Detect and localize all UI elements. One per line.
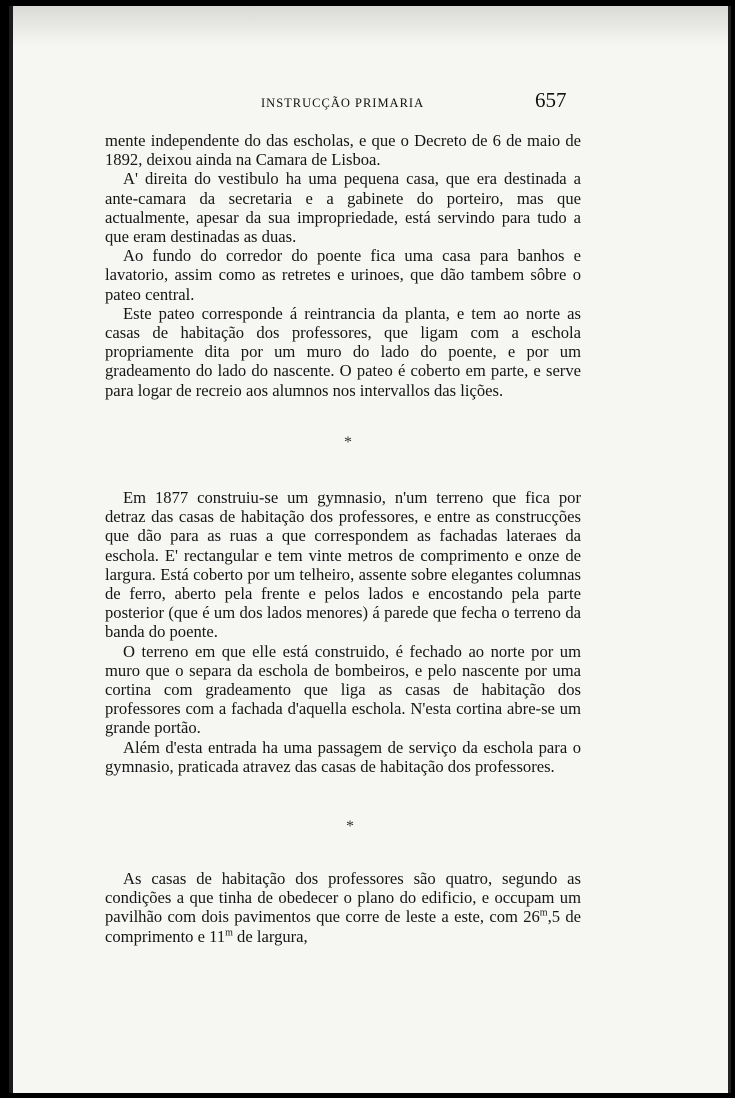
section-casas-professores xyxy=(105,869,581,946)
paragraph: Em 1877 construiu-se um gymnasio, n'um terreno que fica por detraz das casas de habitação dos professores, e entre as construcções que dão para as ruas a que correspondem as fachadas lateraes da eschola. E' rectangular e tem vinte metros de comprimento e onze de largura. Está coberto por um telheiro, assente sobre elegantes columnas de ferro, aberto pela frente e pelos lados e encostando pela parte posterior (que é um dos lados menores) á parede que fecha o terreno da banda do poente. xyxy=(105,488,581,642)
paragraph: A' direita do vestibulo ha uma pequena casa, que era destinada a ante-camara da secretaria e a gabinete do porteiro, mas que actualmente, apesar da sua impropriedade, está servindo para tudo a que eram destinadas as duas. xyxy=(105,169,581,247)
paragraph-text: de largura, xyxy=(232,926,308,946)
unit-superscript: m xyxy=(225,927,233,939)
section-divider-asterism: * xyxy=(346,818,354,835)
paragraph: mente independente do das escholas, e que o Decreto de 6 de maio de 1892, deixou ainda na Camara de Lisboa. xyxy=(105,131,581,170)
section-vestibulo xyxy=(105,131,581,400)
paragraph: Ao fundo do corredor do poente fica uma casa para banhos e lavatorio, assim como as retretes e urinoes, que dão tambem sôbre o pateo central. xyxy=(105,246,581,304)
page-header xyxy=(13,88,728,118)
paragraph: Este pateo corresponde á reintrancia da planta, e tem ao norte as casas de habitação dos professores, que ligam com a eschola propriamente dita por um muro do lado do poente, e por um gradeamento do lado do nascente. O pateo é coberto em parte, e serve para logar de recreio aos alumnos nos intervallos das lições. xyxy=(105,303,581,400)
running-title: INSTRUCÇÃO PRIMARIA xyxy=(261,96,425,110)
unit-superscript: m xyxy=(539,907,548,919)
book-page xyxy=(9,6,731,1093)
paragraph xyxy=(105,869,581,946)
paragraph-text: As casas de habitação dos professores são quatro, segundo as condições a que tinha de obedecer o plano do edificio, e occupam um pavilhão com dois pavimentos que corre de leste a este, com 26 xyxy=(105,869,581,927)
paragraph: O terreno em que elle está construido, é fechado ao norte por um muro que o separa da eschola de bombeiros, e pelo nascente por uma cortina com gradeamento que liga as casas de habitação dos professores com a fachada d'aquella eschola. N'esta cortina abre-se um grande portão. xyxy=(105,641,581,738)
page-number: 657 xyxy=(535,88,567,112)
section-gymnasio xyxy=(105,488,581,776)
paragraph: Além d'esta entrada ha uma passagem de serviço da eschola para o gymnasio, praticada atravez das casas de habitação dos professores. xyxy=(105,737,581,776)
paragraph-text: ,5 de comprimento e 11 xyxy=(105,907,581,946)
section-divider-asterism: * xyxy=(344,434,352,451)
